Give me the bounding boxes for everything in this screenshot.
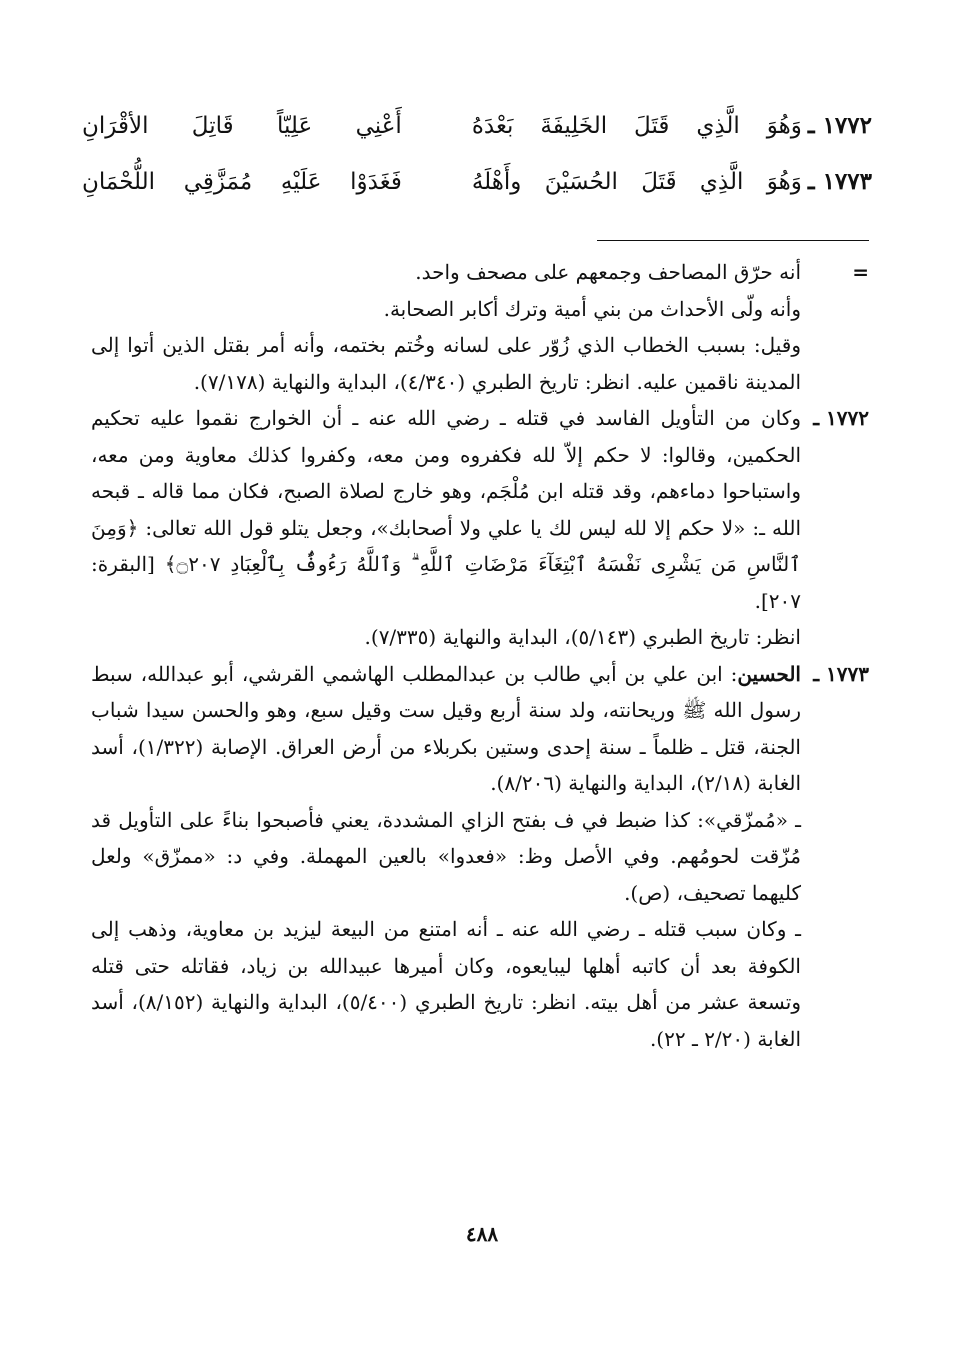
footnote-mark: ١٧٧٣ ـ (813, 661, 869, 686)
footnote-paragraph: ـ وكان سبب قتله ـ رضي الله عنه ـ أنه امتنع من البيعة ليزيد بن معاوية، وذهب إلى الكوفة بعد أن كاتبه أهلها ليبايعوه، وكان أميرها عبيدالله بن زياد، فقاتله حتى قتله وتسعة عشر من أهل بيته. انظر: تاريخ الطبري (٥/٤٠٠)، البداية والنهاية (٨/١٥٢)، أسد الغابة (٢/٢٠ ـ ٢٢). (91, 917, 801, 1051)
page-number: ٤٨٨ (465, 1222, 499, 1246)
verse-number: ١٧٧٣ ـ (807, 168, 872, 195)
verse-first-hemistich: وَهُوَ الَّذِي قَتَلَ الحُسَيْنَ وأَهْلَهُ (471, 169, 802, 195)
footnote-paragraph: انظر: تاريخ الطبري (٥/١٤٣)، البداية والنهاية (٧/٣٣٥). (364, 625, 801, 649)
footnote-mark: = (852, 260, 869, 284)
footnote-separator (597, 240, 869, 241)
footnote-paragraph (91, 656, 801, 802)
footnote-paragraph: وأنه ولّى الأحداث من بني أمية وترك أكابر الصحابة. (383, 296, 801, 321)
entry-text: : ابن علي بن أبي طالب بن عبدالمطلب الهاشمي القرشي، أبو عبدالله، سبط رسول الله ﷺ وريحانته، ولد سنة أربع وقيل ست وقيل سبع، وهو والحسن سيدا شباب الجنة، قتل ـ ظلماً ـ سنة إحدى وستين بكربلاء من أرض العراق. الإصابة (١/٣٢٢)، أسد الغابة (٢/١٨)، البداية والنهاية (٨/٢٠٦). (91, 661, 801, 795)
verse-1772 (82, 112, 872, 168)
footnote-continued (91, 254, 869, 400)
footnotes (91, 254, 869, 1057)
footnote-paragraph: أنه حرّق المصاحف وجمعهم على مصحف واحد. (415, 260, 801, 284)
entry-heading: الحسين (737, 661, 801, 686)
footnote-paragraph: وكان من التأويل الفاسد في قتله ـ رضي الله عنه ـ أن الخوارج نقموا عليه تحكيم الحكمين، وقالوا: لا حكم إلاّ لله فكفروه ومن معه، وكفروا كذلك معاوية ومن معه، واستباحوا دماءهم، وقد قتله ابن مُلْجَم، وهو خارج لصلاة الصبح، فكان مما قاله ـ قبحه الله ـ: «لا حكم إلا لله ليس لك يا علي ولا أصحابك»، وجعل يتلو قول الله تعالى: ﴿وَمِنَ ٱلنَّاسِ مَن يَشْرِى نَفْسَهُ ٱبْتِغَآءَ مَرْضَاتِ ٱللَّهِ ۗ وَٱللَّهُ رَءُوفٌۢ بِٱلْعِبَادِ ۝٢٠٧﴾ [البقرة: ٢٠٧]. (91, 406, 801, 613)
footnote-1773 (91, 656, 869, 1058)
verse-block (82, 112, 872, 224)
verse-number: ١٧٧٢ ـ (807, 112, 872, 139)
footnote-1772 (91, 400, 869, 656)
verse-first-hemistich: وَهُوَ الَّذِي قَتَلَ الخَلِيفَةَ بَعْدَهُ (471, 113, 802, 139)
verse-second-hemistich: أَعْنِي عَلِيّاً قَاتِلَ الأقْرَانِ (82, 113, 402, 139)
footnote-paragraph: ـ «مُمزّقي»: كذا ضبط في ف بفتح الزاي المشددة، يعني فأصبحوا بناءً على التأويل قد مُزّقت لحومُهم. وفي الأصل وظ: «فعدوا» بالعين المهملة. وفي د: «ممزّق» ولعل كليهما تصحيف، (ص). (91, 807, 801, 905)
footnote-paragraph: وقيل: بسبب الخطاب الذي زُوّر على لسانه وخُتم بختمه، وأنه أمر بقتل الذين أتوا إلى المدينة ناقمين عليه. انظر: تاريخ الطبري (٤/٣٤٠)، البداية والنهاية (٧/١٧٨). (91, 333, 801, 394)
verse-second-hemistich: فَغَدَوْا عَلَيْهِ مُمَزَّقِي اللُّحْمَانِ (82, 169, 402, 195)
verse-1773 (82, 168, 872, 224)
footnote-mark: ١٧٧٢ ـ (813, 406, 869, 430)
